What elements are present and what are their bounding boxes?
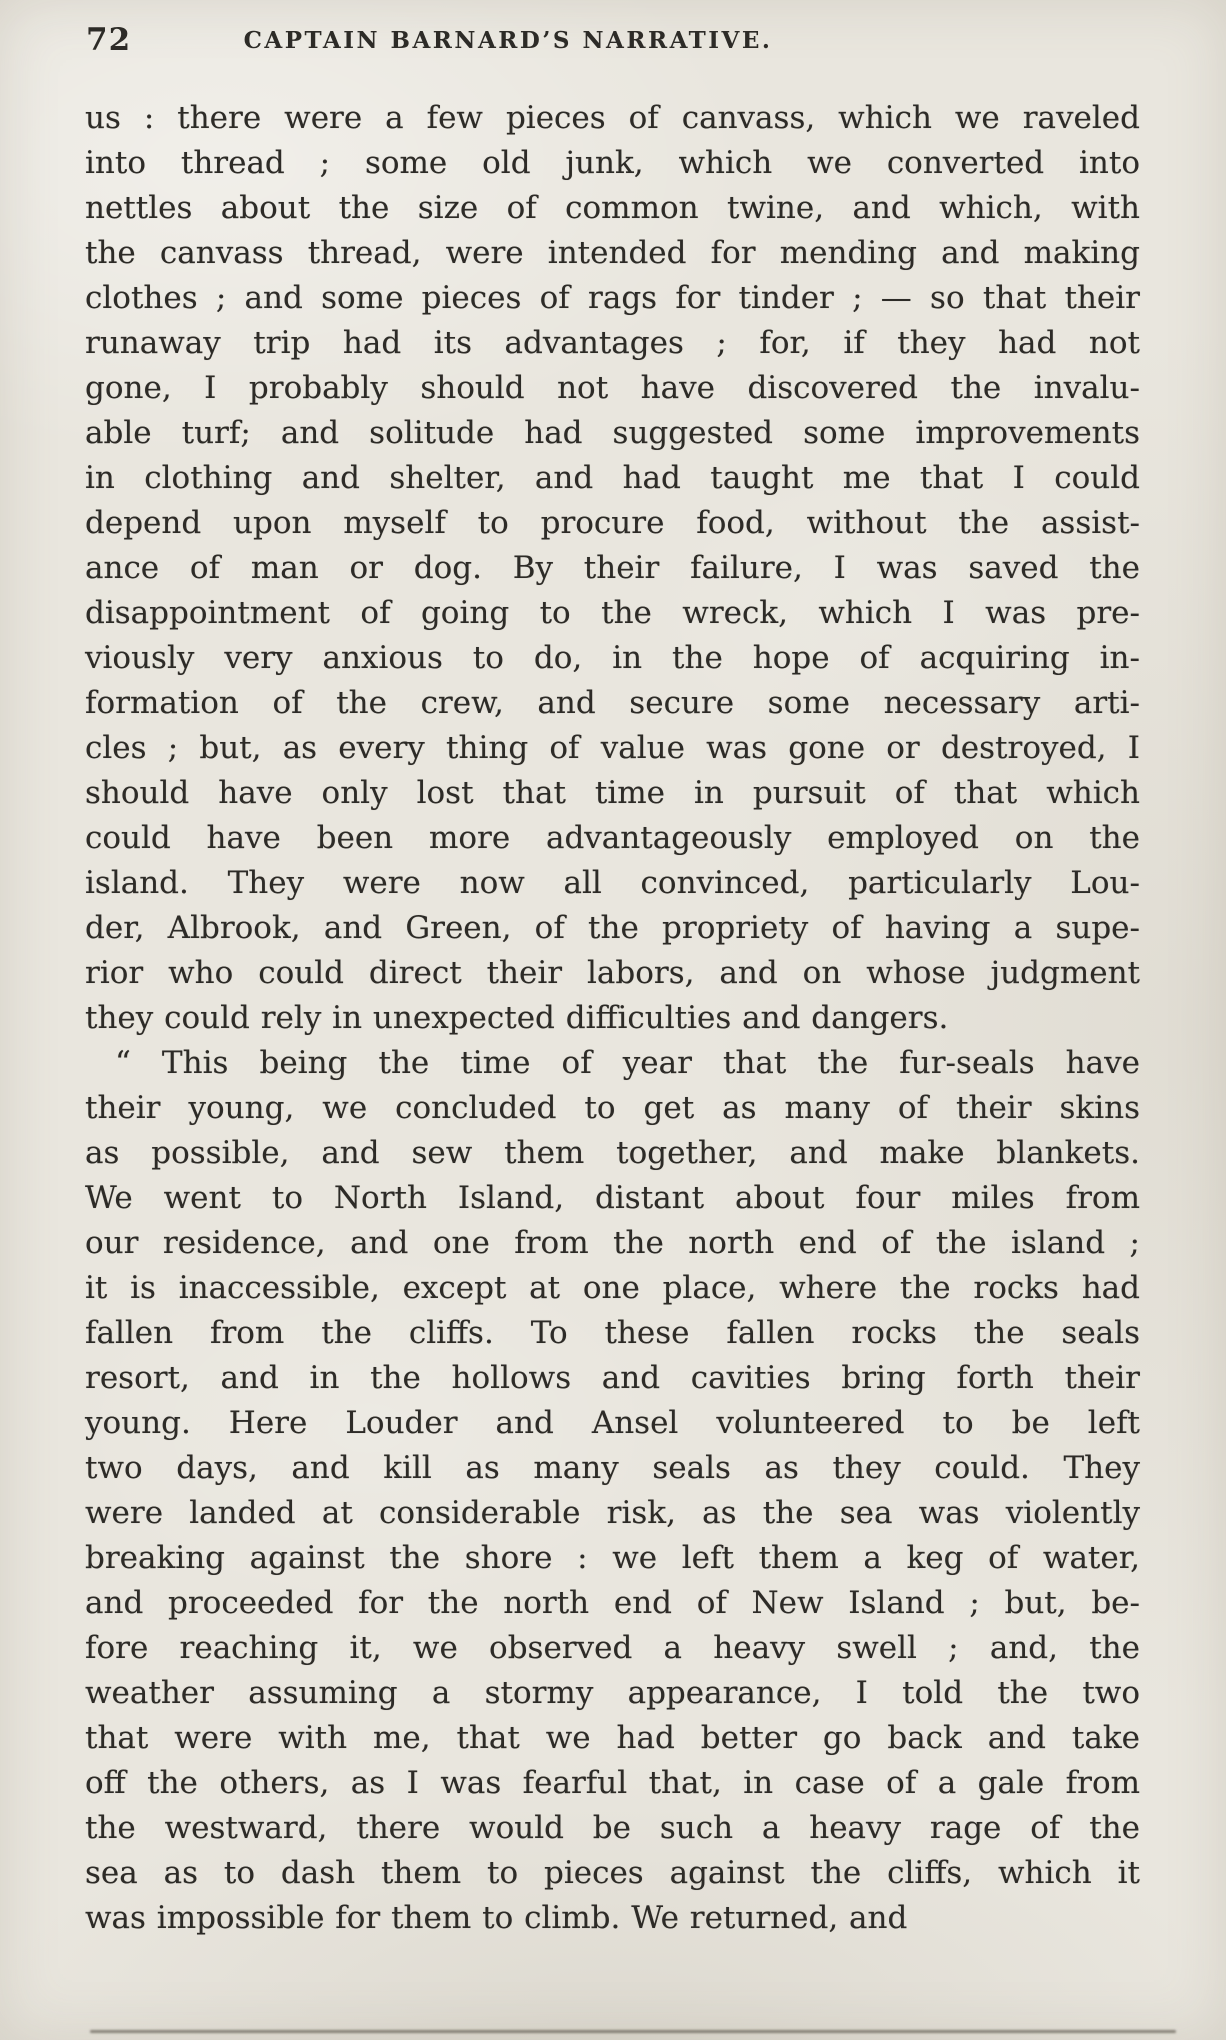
paragraph — [85, 96, 1140, 1041]
text-line: sea as to dash them to pieces against the cliffs, which it — [85, 1855, 1140, 1891]
text-line: rior who could direct their labors, and on whose judgment — [85, 955, 1140, 991]
text-line: fore reaching it, we observed a heavy swell ; and, the — [85, 1630, 1140, 1666]
page-number: 72 — [86, 22, 132, 58]
text-line: young. Here Louder and Ansel volunteered to be left — [85, 1405, 1140, 1441]
running-head: CAPTAIN BARNARD’S NARRATIVE. — [243, 27, 773, 54]
text-line: were landed at considerable risk, as the sea was violently — [85, 1495, 1140, 1531]
text-line: as possible, and sew them together, and make blankets. — [85, 1135, 1140, 1171]
text-line: island. They were now all convinced, particularly Lou- — [85, 865, 1140, 901]
text-line: that were with me, that we had better go back and take — [85, 1720, 1140, 1756]
text-line: it is inaccessible, except at one place, where the rocks had — [85, 1270, 1140, 1306]
text-line: in clothing and shelter, and had taught me that I could — [85, 460, 1140, 496]
text-line: they could rely in unexpected difficulties and dangers. — [85, 1000, 949, 1036]
text-line: the canvass thread, were intended for mending and making — [85, 235, 1140, 271]
text-line: clothes ; and some pieces of rags for tinder ; — so that their — [85, 280, 1140, 316]
text-line: should have only lost that time in pursuit of that which — [85, 775, 1140, 811]
text-line: runaway trip had its advantages ; for, if they had not — [85, 325, 1140, 361]
text-line: breaking against the shore : we left them a keg of water, — [85, 1540, 1140, 1576]
text-line: was impossible for them to climb. We returned, and — [85, 1900, 908, 1936]
paragraph — [85, 1041, 1140, 1941]
text-line: We went to North Island, distant about four miles from — [85, 1180, 1140, 1216]
scan-bottom-edge — [90, 2030, 1176, 2033]
text-line: two days, and kill as many seals as they could. They — [85, 1450, 1140, 1486]
text-line: their young, we concluded to get as many of their skins — [85, 1090, 1140, 1126]
text-line: off the others, as I was fearful that, in case of a gale from — [85, 1765, 1140, 1801]
text-line: cles ; but, as every thing of value was gone or destroyed, I — [85, 730, 1140, 766]
text-line: viously very anxious to do, in the hope of acquiring in- — [85, 640, 1140, 676]
text-line: formation of the crew, and secure some necessary arti- — [85, 685, 1140, 721]
text-line: weather assuming a stormy appearance, I told the two — [85, 1675, 1140, 1711]
text-line: der, Albrook, and Green, of the propriety of having a supe- — [85, 910, 1140, 946]
text-line: could have been more advantageously employed on the — [85, 820, 1140, 856]
text-line: our residence, and one from the north end of the island ; — [85, 1225, 1140, 1261]
text-line: fallen from the cliffs. To these fallen rocks the seals — [85, 1315, 1140, 1351]
page-header — [0, 0, 1226, 90]
text-line: resort, and in the hollows and cavities bring forth their — [85, 1360, 1140, 1396]
text-line: disappointment of going to the wreck, which I was pre- — [85, 595, 1140, 631]
text-line: “ This being the time of year that the fur-seals have — [115, 1045, 1140, 1081]
text-line: into thread ; some old junk, which we converted into — [85, 145, 1140, 181]
text-line: us : there were a few pieces of canvass, which we raveled — [85, 100, 1140, 136]
text-line: and proceeded for the north end of New Island ; but, be- — [85, 1585, 1140, 1621]
text-line: depend upon myself to procure food, without the assist- — [85, 505, 1140, 541]
text-line: ance of man or dog. By their failure, I was saved the — [85, 550, 1140, 586]
text-line: nettles about the size of common twine, and which, with — [85, 190, 1140, 226]
page-body — [85, 96, 1140, 1941]
text-line: able turf; and solitude had suggested some improvements — [85, 415, 1140, 451]
text-line: the westward, there would be such a heavy rage of the — [85, 1810, 1140, 1846]
text-line: gone, I probably should not have discovered the invalu- — [85, 370, 1140, 406]
